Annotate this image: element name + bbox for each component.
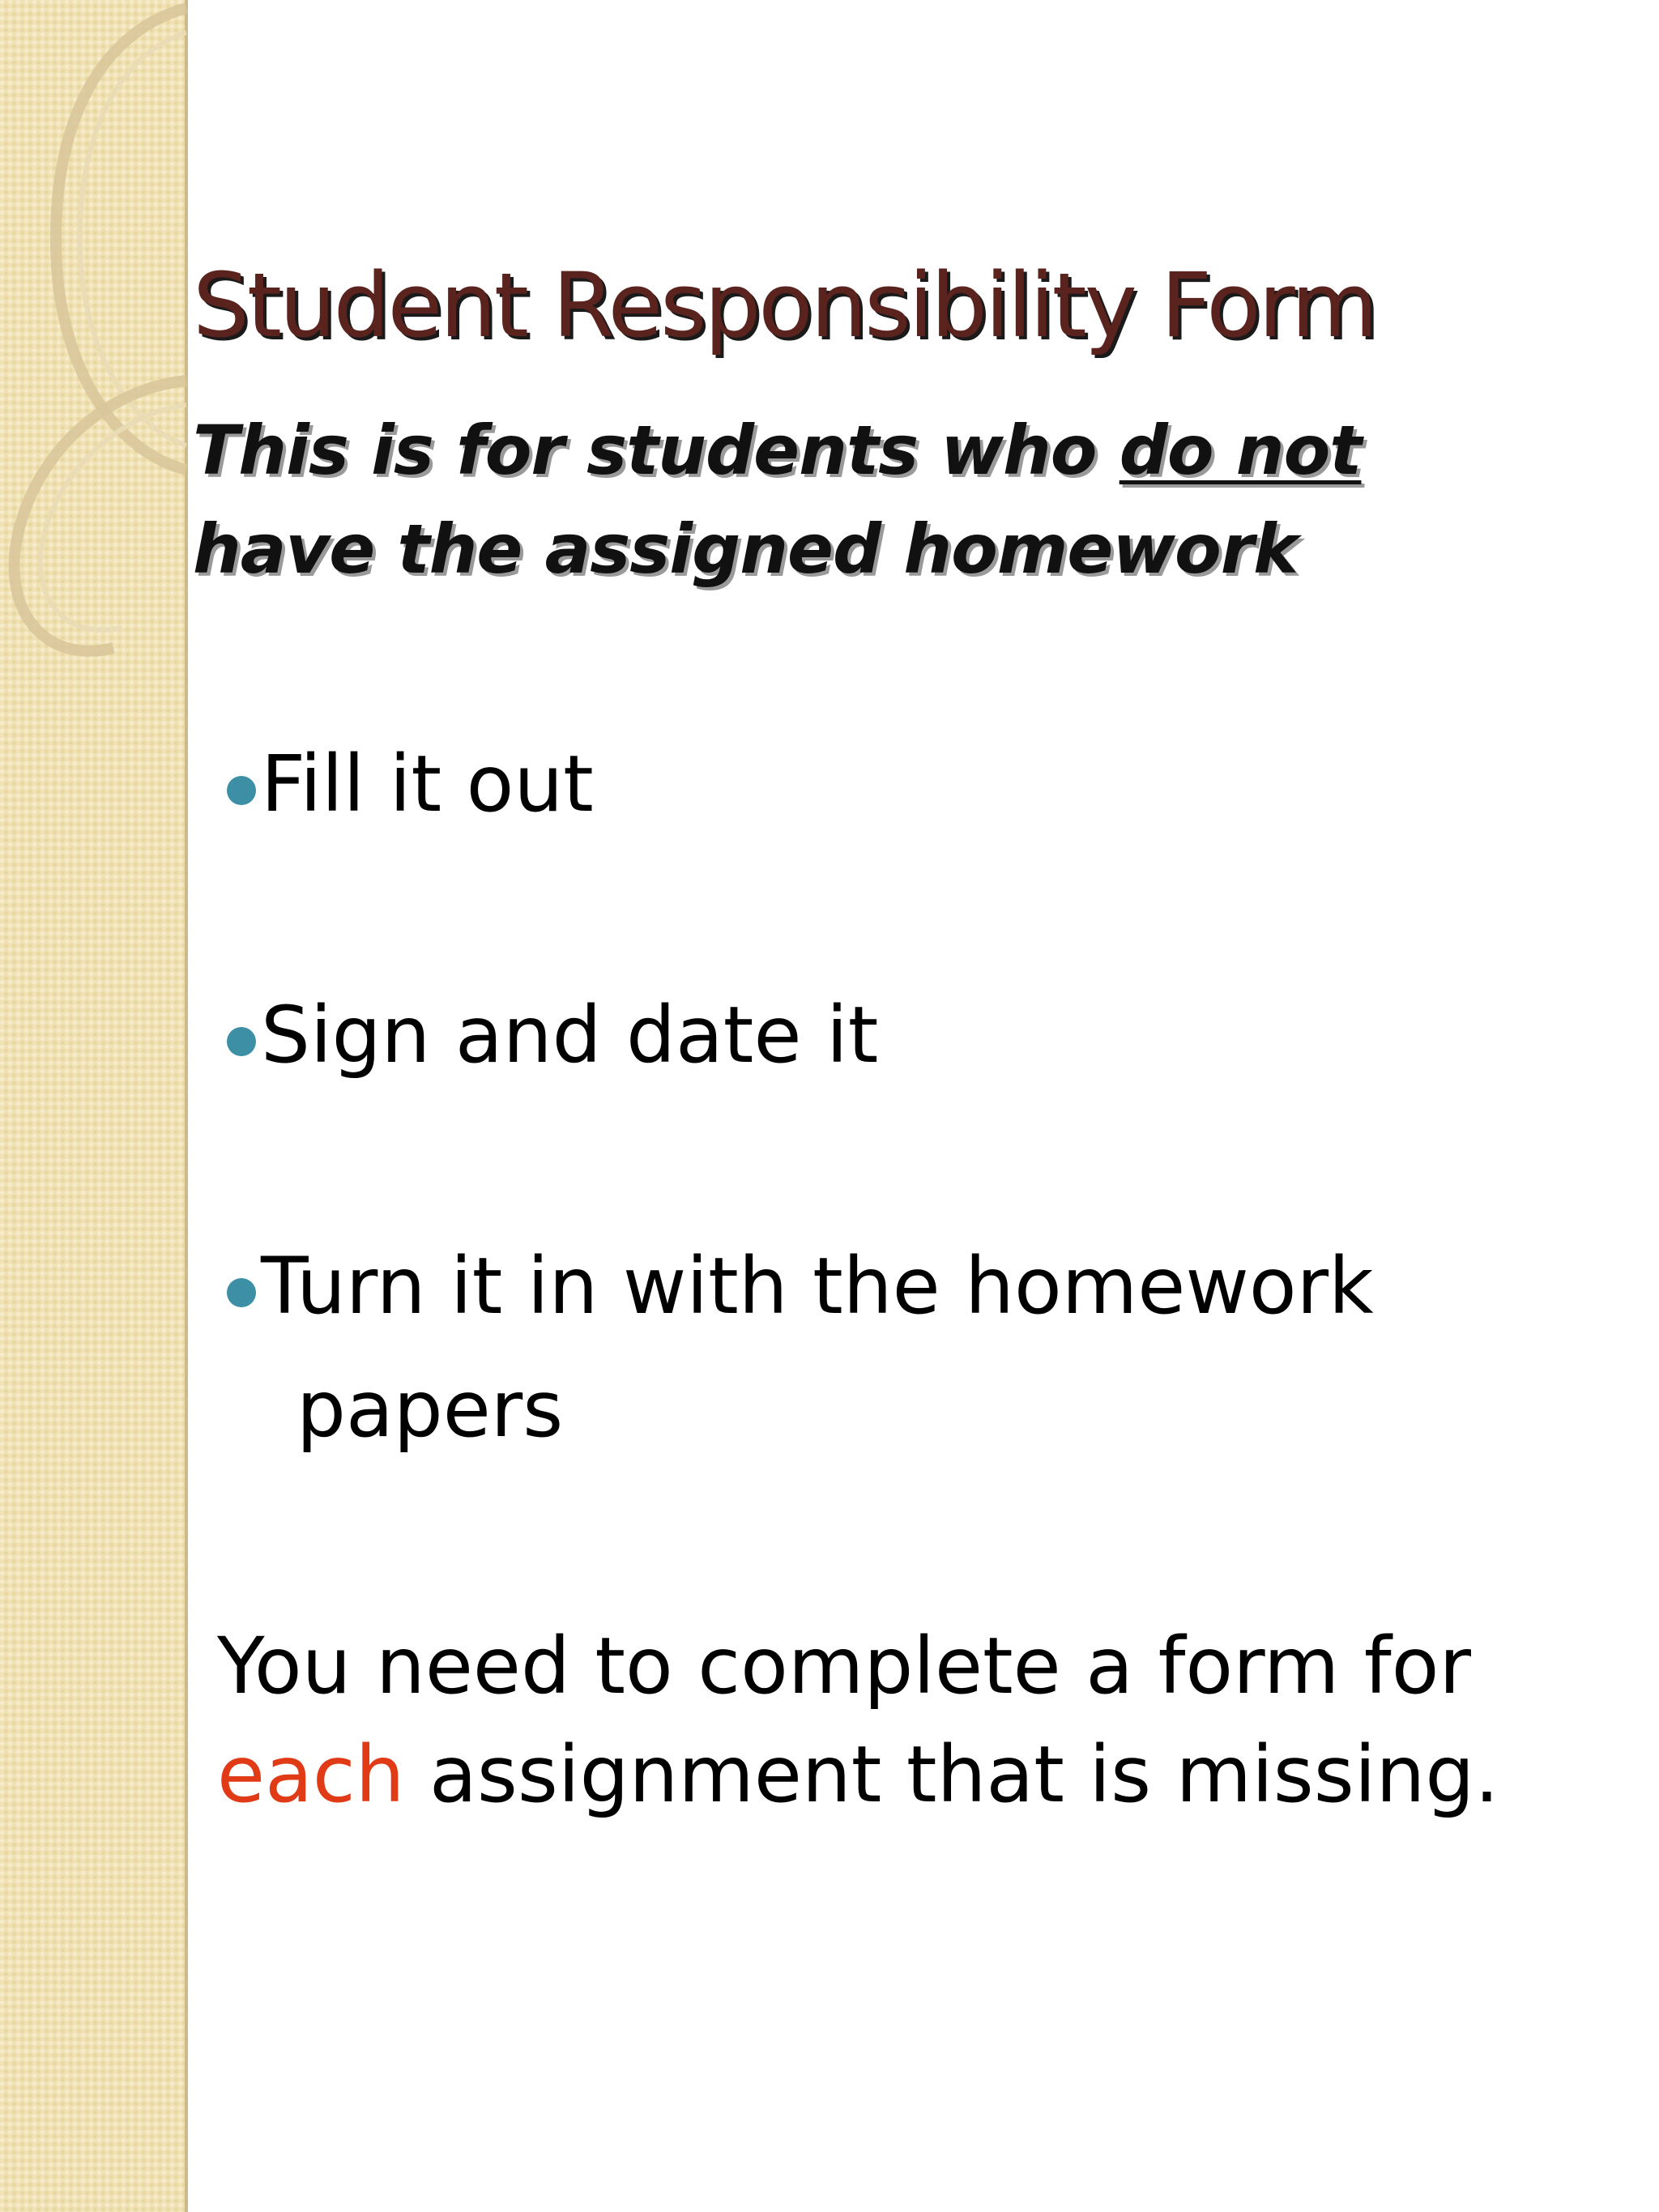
note-line-2-text: assignment that is missing. [404, 1729, 1499, 1820]
instruction-note [217, 1612, 1499, 1829]
bullet-text: Sign and date it [261, 990, 879, 1080]
note-line-1: You need to complete a form for [217, 1621, 1471, 1711]
emphasis-word: each [217, 1729, 405, 1820]
bullet-text: Turn it in with the homework [261, 1241, 1374, 1332]
subtitle-text: This is for students who [193, 411, 1120, 490]
note-line-2 [217, 1720, 1499, 1829]
subtitle-line-2: have the assigned homework [193, 509, 1298, 589]
subtitle-line-1 [193, 401, 1361, 500]
circle-bullet-icon [227, 1027, 256, 1056]
slide-subtitle [193, 401, 1361, 599]
subtitle-underlined-text: do not [1119, 411, 1362, 490]
bullet-continuation-text: papers [296, 1364, 564, 1455]
bullet-text: Fill it out [261, 739, 594, 829]
ring-swirl-decoration [0, 0, 188, 729]
slide-title: Student Responsibility Form [193, 254, 1375, 357]
circle-bullet-icon [227, 776, 256, 805]
circle-bullet-icon [227, 1278, 256, 1307]
